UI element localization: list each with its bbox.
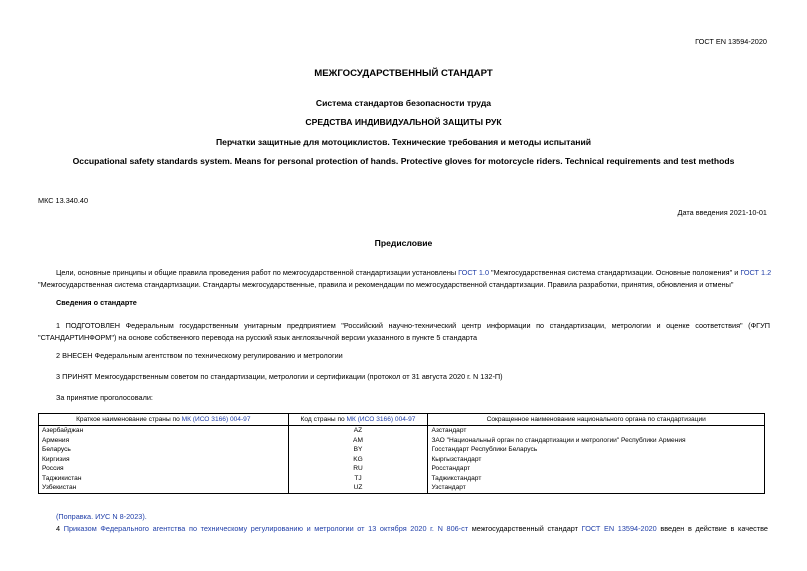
country-cell: Армения [39,436,289,446]
table-row [39,445,765,455]
foreword-paragraph [38,267,772,290]
country-cell: Таджикистан [39,474,289,484]
table-row [39,483,765,493]
mk-iso-link[interactable]: МК (ИСО 3166) 004-97 [346,415,416,423]
foreword-heading: Предисловие [374,238,433,248]
country-cell: Азербайджан [39,426,289,436]
item-2: 2 ВНЕСЕН Федеральным агентством по техническому регулированию и метрологии [56,351,343,360]
table-row [39,474,765,484]
gost-1-2-link[interactable]: ГОСТ 1.2 [740,268,772,277]
code-cell: RU [288,464,428,474]
header-country-name [39,414,289,426]
body-cell: Азстандарт [428,426,765,436]
item-3: 3 ПРИНЯТ Межгосударственным советом по стандартизации, метрологии и сертификации (протокол от 31 августа 2020 г. N 132-П) [56,372,503,381]
header-country-code [288,414,428,426]
item-4 [56,524,768,533]
table-row [39,426,765,436]
item-1 [38,320,770,343]
country-cell: Узбекистан [39,483,289,493]
system-title: Система стандартов безопасности труда [315,98,492,108]
header-code-text: Код страны по [300,415,347,423]
item-1-line-1: 1 ПОДГОТОВЛЕН Федеральным государственным унитарным предприятием "Российский научно-технический центр информации по стандартизации, метрологии и оценке соответствия" (ФГУП [56,321,770,330]
document-id: ГОСТ EN 13594-2020 [695,37,767,46]
item-4-number: 4 [56,524,64,533]
code-cell: UZ [288,483,428,493]
code-cell: KG [288,455,428,465]
code-cell: BY [288,445,428,455]
table-header-row [39,414,765,426]
country-cell: Киргизия [39,455,289,465]
item-1-line-2: "СТАНДАРТИНФОРМ") на основе собственного перевода на русский язык англоязычной версии указанного в пункте 5 стандарта [38,332,478,342]
standard-link[interactable]: ГОСТ EN 13594-2020 [581,524,657,533]
header-national-body: Сокращенное наименование национального органа по стандартизации [428,414,765,426]
country-cell: Россия [39,464,289,474]
body-cell: Госстандарт Республики Беларусь [428,445,765,455]
foreword-line-1 [38,267,772,279]
country-cell: Беларусь [39,445,289,455]
standard-type: МЕЖГОСУДАРСТВЕННЫЙ СТАНДАРТ [314,68,493,79]
body-cell: Узстандарт [428,483,765,493]
table-row [39,464,765,474]
standard-info-heading: Сведения о стандарте [56,298,137,307]
table-row [39,455,765,465]
table-row [39,436,765,446]
item-4-text: межгосударственный стандарт [468,524,582,533]
introduction-date: Дата введения 2021-10-01 [677,208,767,217]
code-cell: AZ [288,426,428,436]
body-cell: Таджикстандарт [428,474,765,484]
foreword-text-a: Цели, основные принципы и общие правила проведения работ по межгосударственной стандартизации установлены [56,268,459,277]
item-4-tail: введен в действие в качестве [656,524,768,533]
mk-iso-link[interactable]: МК (ИСО 3166) 004-97 [181,415,251,423]
code-cell: TJ [288,474,428,484]
body-cell: Росстандарт [428,464,765,474]
foreword-line-2: "Межгосударственная система стандартизации. Стандарты межгосударственные, правила и рекомендации по межгосударственной стандартизации. Правила разработки, принятия, обновления и отмены" [38,279,734,289]
order-link[interactable]: Приказом Федерального агентства по техническому регулированию и метрологии от 13 октября 2020 г. N 806-ст [63,524,469,533]
category-title: СРЕДСТВА ИНДИВИДУАЛЬНОЙ ЗАЩИТЫ РУК [305,117,502,127]
gost-1-0-link[interactable]: ГОСТ 1.0 [458,268,489,277]
foreword-text-b: "Межгосударственная система стандартизации. Основные положения" и [489,268,741,277]
amendment-link[interactable]: (Поправка. ИУС N 8-2023). [56,512,147,521]
mks-code: МКС 13.340.40 [38,196,89,205]
header-country-text: Краткое наименование страны по [76,415,182,423]
countries-table [38,413,765,494]
code-cell: AM [288,436,428,446]
document-title-en: Occupational safety standards system. Means for personal protection of hands. Protective gloves for motorcycle riders. Technical requirements and test methods [72,156,735,166]
voted-label: За принятие проголосовали: [56,393,153,402]
body-cell: ЗАО "Национальный орган по стандартизации и метрологии" Республики Армения [428,436,765,446]
document-title-ru: Перчатки защитные для мотоциклистов. Технические требования и методы испытаний [215,137,592,147]
body-cell: Кыргызстандарт [428,455,765,465]
